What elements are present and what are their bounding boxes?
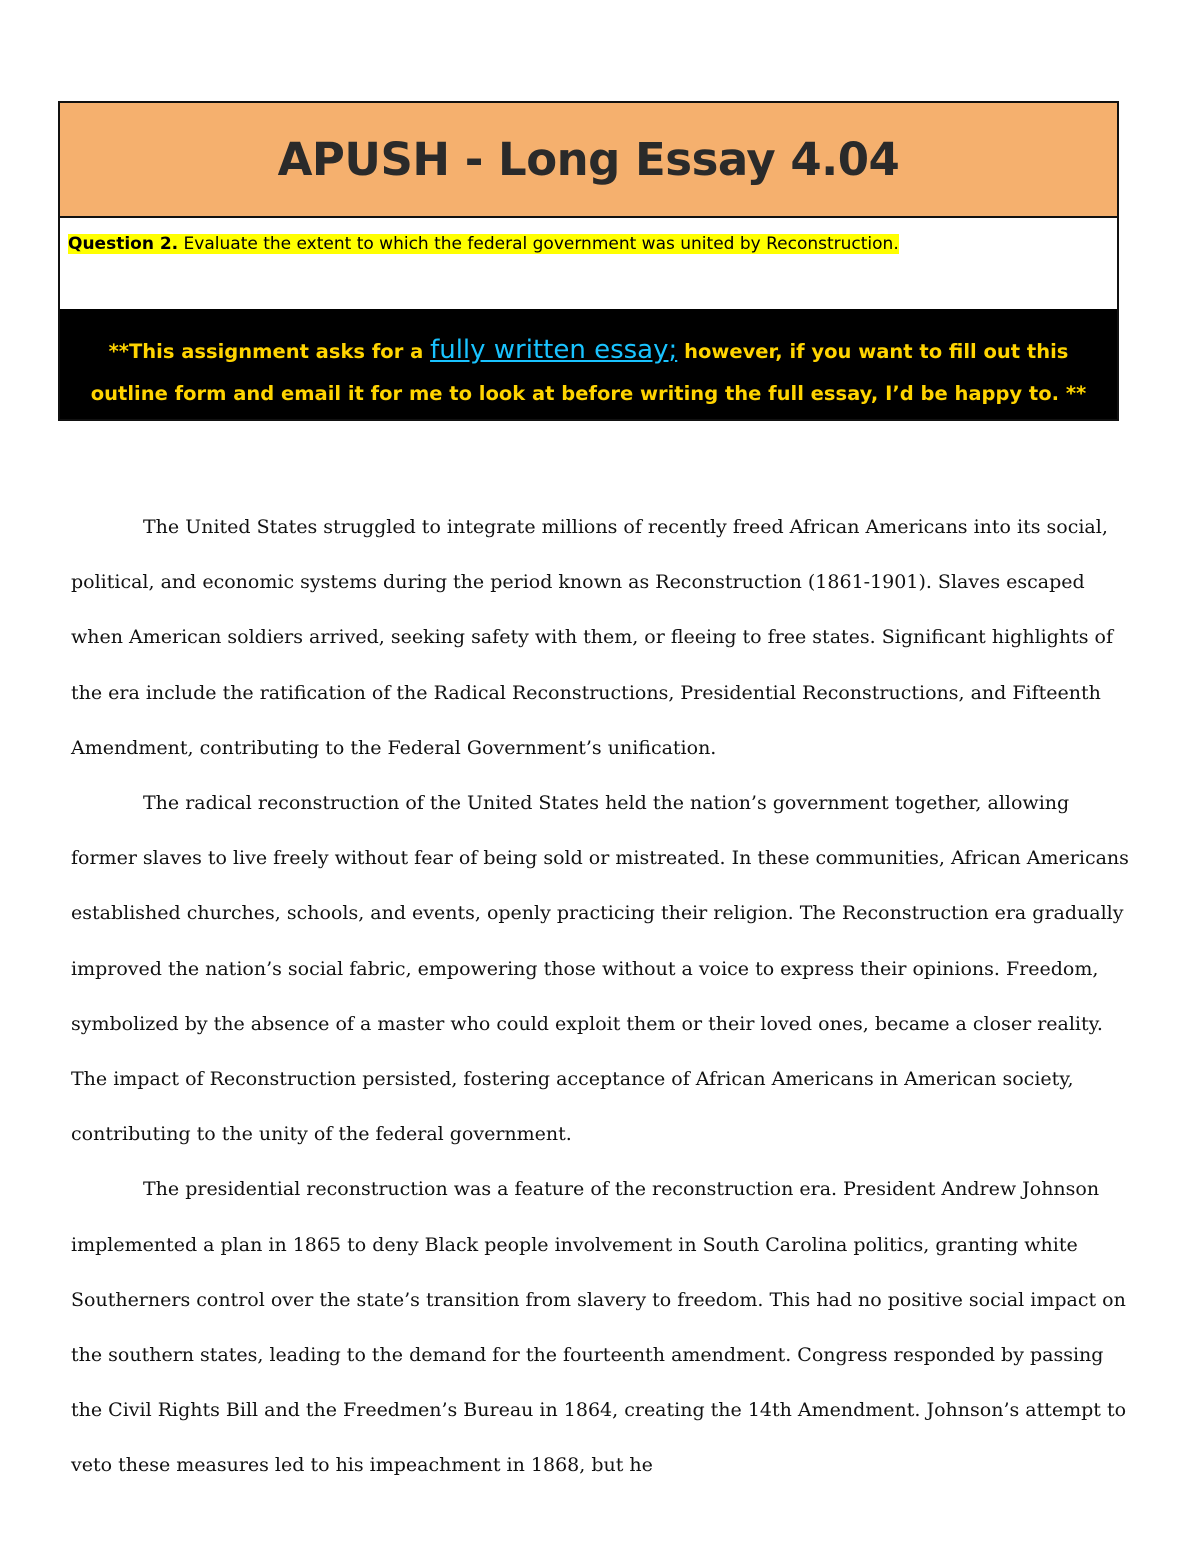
document-title: APUSH - Long Essay 4.04 (277, 133, 900, 186)
assignment-notice (60, 309, 1117, 419)
question-cell (60, 218, 1117, 309)
notice-semicolon: ; (668, 335, 678, 365)
notice-text-before: **This assignment asks for a (108, 340, 431, 363)
essay-body (71, 500, 1131, 1494)
question-label: Question 2. (68, 234, 179, 254)
question-highlight (68, 234, 899, 254)
essay-paragraph-3: The presidential reconstruction was a feature of the reconstruction era. President Andrew Johnson implemented a plan in 1865 to deny Black people involvement in South Carolina politics, granting white Southerners control over the state’s transition from slavery to freedom. This had no positive social impact on the southern states, leading to the demand for the fourteenth amendment. Congress responded by passing the Civil Rights Bill and the Freedmen’s Bureau in 1864, creating the 14th Amendment. Johnson’s attempt to veto these measures led to his impeachment in 1868, but he (71, 1178, 1127, 1477)
title-cell (60, 103, 1117, 218)
notice-text-after: however, if you want to fill out this outline form and email it for me to look at before writing the full essay, I’d be happy to. ** (90, 340, 1087, 405)
essay-paragraph-2: The radical reconstruction of the United States held the nation’s government together, allowing former slaves to live freely without fear of being sold or mistreated. In these communities, African Americans established churches, schools, and events, openly practicing their religion. The Reconstruction era gradually improved the nation’s social fabric, empowering those without a voice to express their opinions. Freedom, symbolized by the absence of a master who could exploit them or their loved ones, became a closer reality. The impact of Reconstruction persisted, fostering acceptance of African Americans in American society, contributing to the unity of the federal government. (71, 792, 1129, 1146)
question-text: Evaluate the extent to which the federal government was united by Reconstruction. (178, 234, 899, 254)
notice-emphasis: fully written essay (430, 335, 669, 365)
essay-paragraph-1: The United States struggled to integrate millions of recently freed African Americans into its social, political, and economic systems during the period known as Reconstruction (1861-1901). Slaves escaped when American soldiers arrived, seeking safety with them, or fleeing to free states. Significant highlights of the era include the ratification of the Radical Reconstructions, Presidential Reconstructions, and Fifteenth Amendment, contributing to the Federal Government’s unification. (71, 516, 1114, 759)
assignment-header-table (58, 101, 1119, 421)
